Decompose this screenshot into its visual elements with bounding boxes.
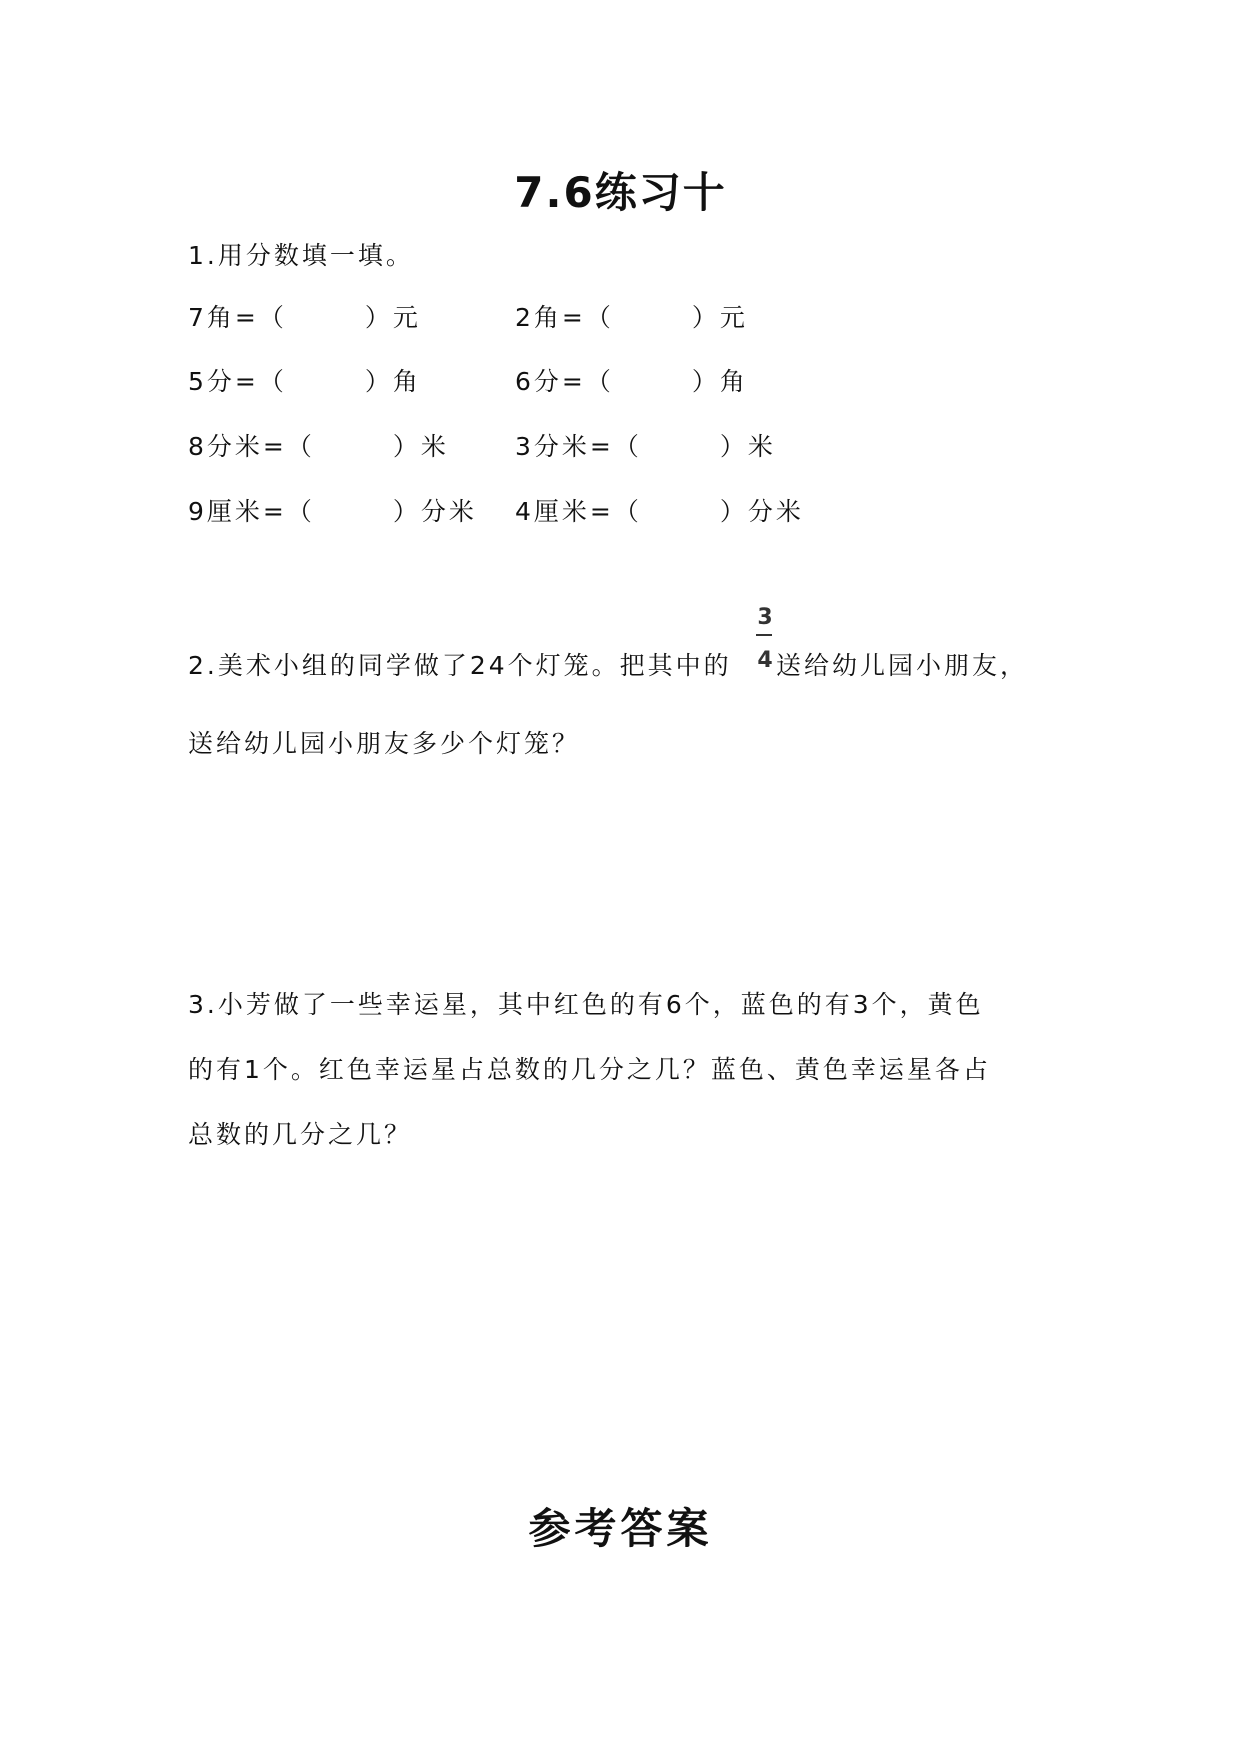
q1-item: 4厘米=（ ）分米 [515, 497, 804, 526]
q1-item: 7角=（ ）元 [188, 303, 421, 332]
fraction-denominator: 4 [757, 648, 773, 673]
q1-item: 2角=（ ）元 [515, 303, 748, 332]
q3-line-1: 3.小芳做了一些幸运星，其中红色的有6个，蓝色的有3个，黄色 [188, 990, 984, 1019]
fraction-numerator: 3 [757, 605, 773, 630]
q1-item: 3分米=（ ）米 [515, 432, 776, 461]
fraction-bar [756, 634, 772, 636]
q2-line-2: 送给幼儿园小朋友多少个灯笼？ [188, 729, 581, 758]
q1-item: 9厘米=（ ）分米 [188, 497, 477, 526]
page-title: 7.6练习十 [514, 168, 727, 217]
q1-item: 5分=（ ）角 [188, 367, 421, 396]
q3-line-3: 总数的几分之几？ [188, 1120, 413, 1149]
q1-item: 8分米=（ ）米 [188, 432, 449, 461]
q2-line-1-after: 送给幼儿园小朋友， [776, 651, 1029, 680]
q3-line-2: 的有1个。红色幸运星占总数的几分之几？蓝色、黄色幸运星各占 [188, 1055, 991, 1084]
answers-heading: 参考答案 [528, 1504, 713, 1553]
q1-prompt: 1.用分数填一填。 [188, 241, 414, 270]
q2-line-1-before: 2.美术小组的同学做了24个灯笼。把其中的 [188, 651, 732, 680]
q1-item: 6分=（ ）角 [515, 367, 748, 396]
